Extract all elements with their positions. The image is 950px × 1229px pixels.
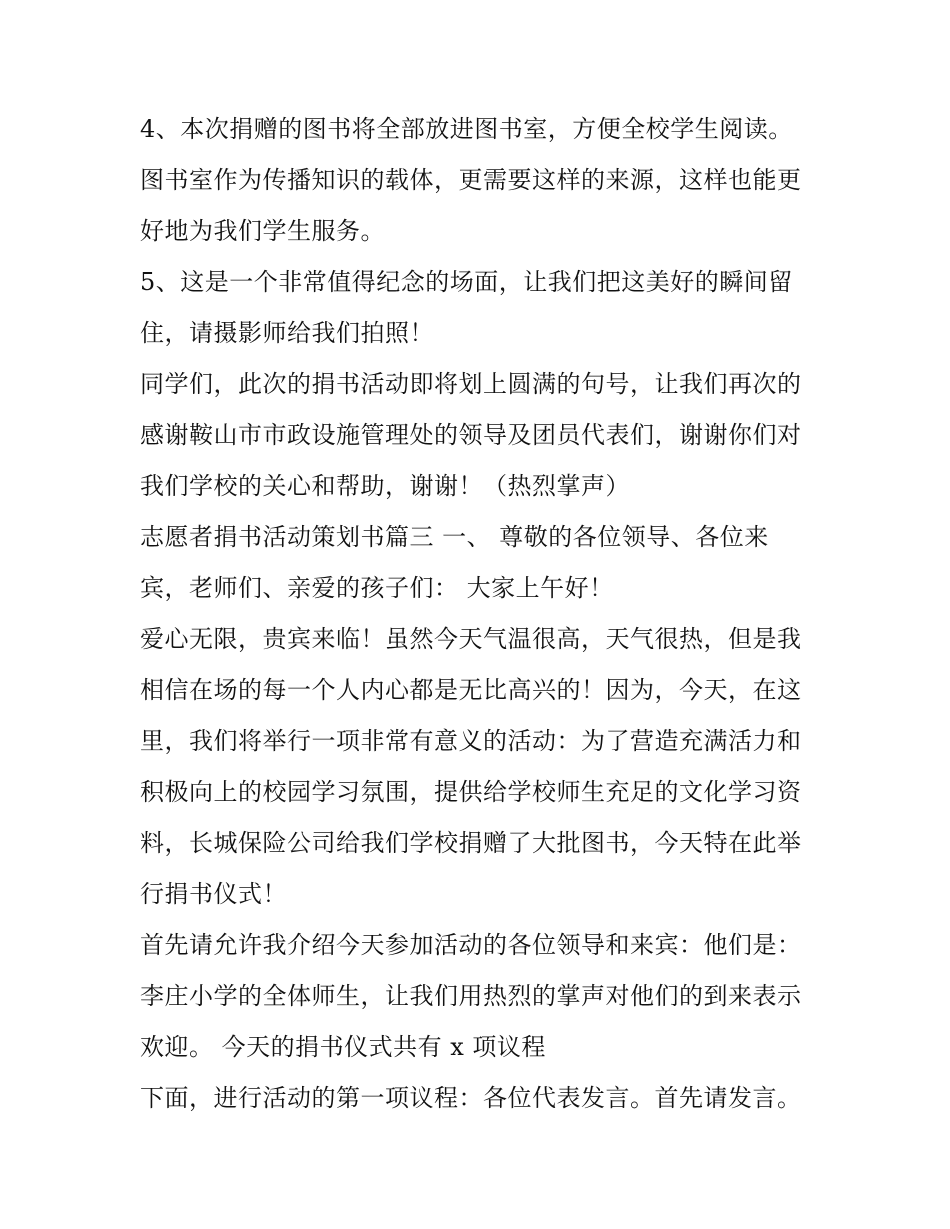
text-line: 欢迎。 今天的捐书仪式共有 x 项议程 bbox=[140, 1033, 546, 1061]
text-line: 图书室作为传播知识的载体，更需要这样的来源，这样也能更 bbox=[140, 166, 802, 194]
text-line: 5、这是一个非常值得纪念的场面，让我们把这美好的瞬间留 bbox=[140, 268, 793, 296]
text-line: 爱心无限，贵宾来临！虽然今天气温很高，天气很热，但是我 bbox=[140, 625, 802, 653]
text-line: 感谢鞍山市市政设施管理处的领导及团员代表们，谢谢你们对 bbox=[140, 421, 802, 449]
text-line: 宾，老师们、亲爱的孩子们： 大家上午好！ bbox=[140, 574, 614, 602]
text-line: 相信在场的每一个人内心都是无比高兴的！因为，今天，在这 bbox=[140, 676, 802, 704]
text-line: 料，长城保险公司给我们学校捐赠了大批图书，今天特在此举 bbox=[140, 829, 802, 857]
text-line: 行捐书仪式！ bbox=[140, 880, 287, 908]
text-line: 积极向上的校园学习氛围，提供给学校师生充足的文化学习资 bbox=[140, 778, 802, 806]
text-line: 住，请摄影师给我们拍照！ bbox=[140, 319, 434, 347]
text-line: 好地为我们学生服务。 bbox=[140, 217, 385, 245]
text-line: 志愿者捐书活动策划书篇三 一、 尊敬的各位领导、各位来 bbox=[140, 523, 769, 551]
text-line: 里，我们将举行一项非常有意义的活动：为了营造充满活力和 bbox=[140, 727, 802, 755]
text-line: 4、本次捐赠的图书将全部放进图书室，方便全校学生阅读。 bbox=[140, 115, 793, 143]
text-line: 李庄小学的全体师生，让我们用热烈的掌声对他们的到来表示 bbox=[140, 982, 802, 1010]
text-line: 同学们，此次的捐书活动即将划上圆满的句号，让我们再次的 bbox=[140, 370, 802, 398]
document-body bbox=[140, 104, 820, 1124]
text-line: 首先请允许我介绍今天参加活动的各位领导和来宾：他们是： bbox=[140, 931, 802, 959]
text-line: 我们学校的关心和帮助，谢谢！（热烈掌声） bbox=[140, 472, 630, 500]
text-line: 下面，进行活动的第一项议程：各位代表发言。首先请发言。 bbox=[140, 1084, 802, 1112]
